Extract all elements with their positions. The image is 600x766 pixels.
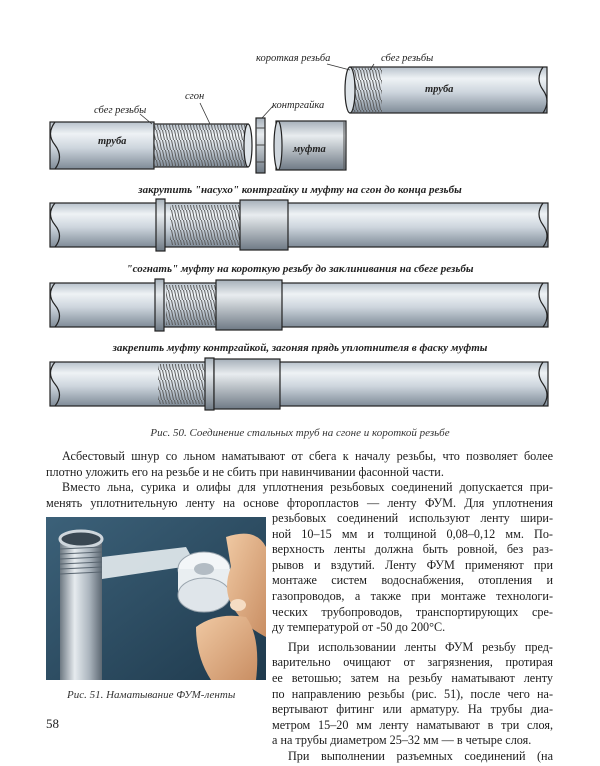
text-line: газопроводов, а также при монтаже технологи-	[272, 588, 553, 603]
label-gon: сгон	[185, 91, 205, 102]
text-line: метром 15–20 мм ленту наматывают в три слоя,	[272, 717, 553, 732]
assembly-step-1	[50, 199, 548, 251]
text-line: по направлению резьбы (рис. 51), после чего на-	[272, 686, 553, 701]
text-line: рывов и вздутий. Ленту ФУМ применяют при	[272, 557, 553, 572]
label-thread-runout-top: сбег резьбы	[381, 53, 434, 64]
fum-tape-roll	[178, 552, 230, 612]
text-line: При выполнении разъемных соединений (на	[288, 748, 553, 763]
metal-pipe-photo	[60, 531, 102, 680]
text-line: При использовании ленты ФУМ резьбу пред-	[288, 639, 553, 654]
text-line: Вместо льна, сурика и олифы для уплотнения резьбовых соединений допускается при-	[62, 480, 553, 495]
label-coupling: муфта	[293, 144, 326, 155]
figure-51-caption: Рис. 51. Наматывание ФУМ-ленты	[67, 689, 236, 701]
text-line: верхность ленты должна быть ровной, без раз-	[272, 542, 553, 557]
label-locknut: контргайка	[272, 100, 325, 111]
label-thread-runout-left: сбег резьбы	[94, 105, 147, 116]
paragraph-1	[46, 449, 553, 511]
text-line: резьбовых соединений используют ленту шири-	[272, 511, 553, 525]
figure-50-caption: Рис. 50. Соединение стальных труб на сгоне и короткой резьбе	[150, 427, 450, 439]
leader-lines	[140, 64, 374, 124]
text-line: ной 10–15 мм и толщиной 0,08–0,12 мм. По-	[272, 526, 553, 541]
text-line: варительно очищают от загрязнения, протирая	[272, 655, 553, 670]
label-short-thread: короткая резьба	[256, 53, 331, 64]
label-pipe-left: труба	[98, 136, 127, 147]
text-line: менять уплотнительную ленту на основе фторопластов — ленту ФУМ. Для уплотнения	[46, 495, 553, 510]
text-line: ческих трубопроводов, транспортирующих сре-	[272, 604, 553, 619]
pipe-gon	[50, 122, 252, 169]
assembly-step-2	[50, 279, 548, 331]
assembly-step-3	[50, 358, 548, 410]
text-line: ее ветошью; затем на резьбу наматывают ленту	[272, 670, 553, 685]
label-pipe-top: труба	[425, 84, 454, 95]
step-2-text: "согнать" муфту на короткую резьбу до заклинивания на сбеге резьбы	[126, 263, 474, 275]
text-line: а на трубы диаметром 25–32 мм — в четыре слоя.	[272, 733, 532, 748]
figure-51-photo	[46, 517, 266, 680]
page-number: 58	[46, 716, 59, 731]
paragraph-right	[272, 511, 553, 765]
text-line: плотно уложить его на резьбе и не сбить при навинчивании фасонной части.	[46, 464, 444, 479]
text-line: ду температурой от -50 до 200°С.	[272, 620, 446, 635]
text-line: Асбестовый шнур со льном наматывают от сбега к началу резьбы, что позволяет более	[62, 449, 553, 463]
step-1-text: закрутить "насухо" контргайку и муфту на сгон до конца резьбы	[138, 184, 462, 196]
step-3-text: закрепить муфту контргайкой, загоняя прядь уплотнителя в фаску муфты	[112, 342, 488, 354]
text-line: монтаже систем водоснабжения, отопления и	[272, 573, 553, 588]
text-line: вертывают фитинг или арматуру. На трубы диа-	[272, 702, 553, 717]
locknut	[256, 118, 265, 173]
